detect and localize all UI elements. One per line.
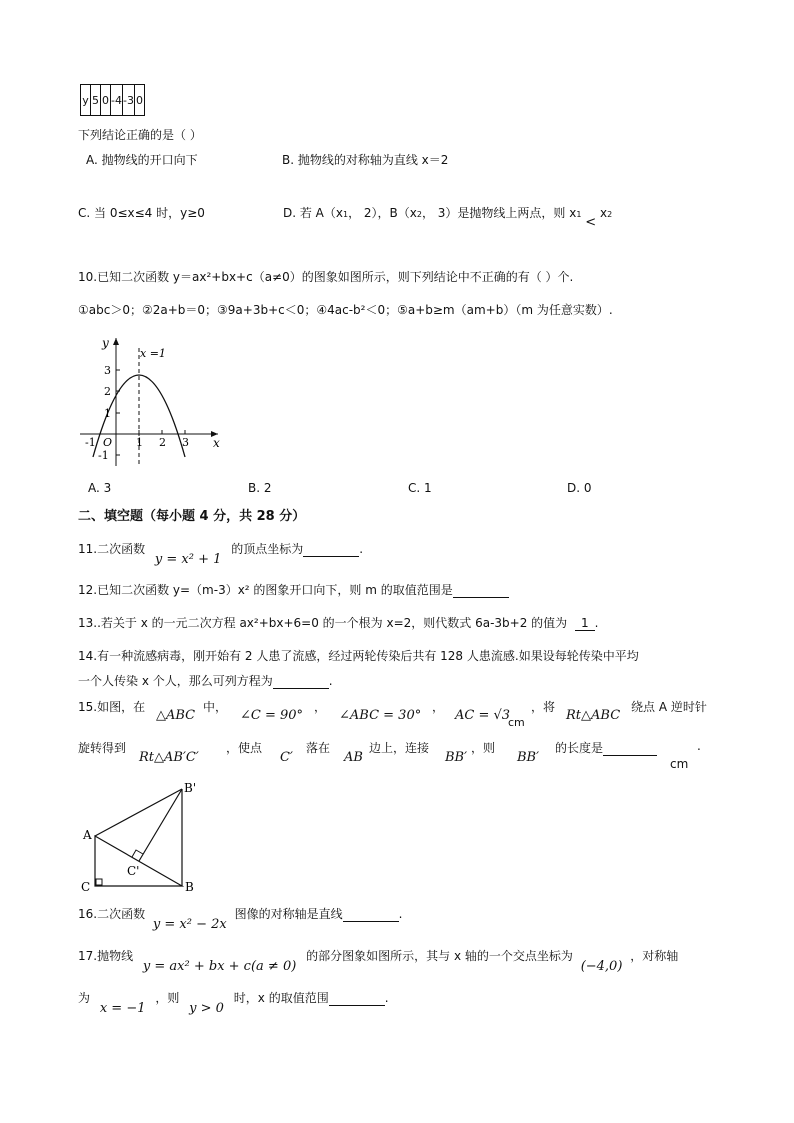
table-cell: 0	[101, 85, 111, 116]
q15-answer	[555, 739, 657, 756]
answer-blank[interactable]	[343, 909, 399, 922]
q15-angabc: ∠ABC = 30°	[339, 708, 422, 723]
q9-d-x2: x	[600, 206, 608, 220]
figure-label-a: A	[83, 828, 92, 842]
q15-end: .	[697, 739, 701, 753]
q10-stem: 10.已知二次函数 y＝ax²+bx+c（a≠0）的图象如图所示，则下列结论中不正确的有（ ）个.	[78, 270, 574, 284]
q15-cp: C′	[280, 750, 293, 765]
q9-d-text: D. 若 A（x	[283, 206, 343, 220]
q15-p9: ，则	[471, 741, 496, 755]
q17-line2	[78, 989, 389, 1016]
q15-unit: cm	[670, 757, 689, 771]
q17-l2post: 时，x 的取值范围	[233, 991, 329, 1005]
q10-option-d: D. 0	[567, 481, 592, 495]
q17-line1	[78, 947, 679, 974]
q10-option-b: B. 2	[248, 481, 272, 495]
q9-stem: 下列结论正确的是（ ）	[78, 128, 202, 142]
q9-option-d	[283, 204, 613, 230]
q13-answer: 1	[575, 616, 595, 631]
q13	[78, 614, 598, 631]
figure-label-c: C	[81, 880, 91, 894]
q16	[78, 905, 403, 932]
q17-math: y = ax² + bx + c(a ≠ 0)	[142, 959, 297, 974]
q15-p5: 旋转得到	[78, 741, 127, 755]
q17-mid: 的部分图象如图所示，其与 x 轴的一个交点坐标为	[306, 949, 573, 963]
q9-d-sub: 2	[416, 210, 422, 219]
q9-option-a: A. 抛物线的开口向下	[86, 153, 198, 167]
graph-x-tick: 1	[136, 436, 143, 449]
q16-math: y = x² − 2x	[152, 917, 227, 932]
q17-pre: 17.抛物线	[78, 949, 134, 963]
q12-text: 12.已知二次函数 y=（m-3）x² 的图象开口向下，则 m 的取值范围是	[78, 583, 453, 597]
q11-pre: 11.二次函数	[78, 542, 146, 556]
answer-blank[interactable]	[303, 544, 359, 557]
graph-x-label: x	[213, 436, 220, 450]
q14-end: .	[328, 674, 333, 688]
q9-d-text: ， 3）是抛物线上两点，则 x	[421, 206, 577, 220]
q14-text: 一个人传染 x 个人，那么可列方程为	[78, 674, 273, 688]
q17-post: ，对称轴	[630, 949, 679, 963]
q15-p3: ，将	[531, 700, 556, 714]
q9-d-lt: <	[585, 215, 597, 230]
q15-angc: ∠C = 90°	[240, 708, 304, 723]
q15-p6: ，使点	[226, 741, 263, 755]
q9-d-sub: 2	[607, 210, 613, 219]
q15-cm: cm	[508, 716, 525, 729]
answer-blank[interactable]	[273, 676, 329, 689]
figure-label-cprime: C'	[127, 864, 140, 878]
table-cell: -3	[122, 85, 134, 116]
q17-cond: y > 0	[189, 1001, 224, 1016]
graph-y-tick: 2	[104, 385, 111, 398]
q13-text: 13..若关于 x 的一元二次方程 ax²+bx+6=0 的一个根为 x=2，则代数式 6a-3b+2 的值为	[78, 616, 568, 630]
q15-p1: 15.如图，在	[78, 700, 146, 714]
graph-origin: O	[103, 436, 113, 449]
q14-line2	[78, 672, 333, 689]
q17-l2pre: 为	[78, 991, 91, 1005]
q15-rt2: Rt△AB′C′	[139, 750, 199, 765]
q10-parabola-graph	[78, 330, 228, 470]
q15-p8: 边上，连接	[369, 741, 430, 755]
q11-math: y = x² + 1	[154, 552, 222, 567]
q13-end: .	[594, 616, 599, 630]
table-cell: -4	[111, 85, 123, 116]
q11-end: .	[359, 542, 364, 556]
q11-post: 的顶点坐标为	[231, 542, 304, 556]
q15-tri: △ABC	[156, 708, 196, 723]
q9-d-text: ， 2），B（x	[348, 206, 417, 220]
answer-blank[interactable]	[603, 743, 657, 756]
q14-line1: 14.有一种流感病毒，刚开始有 2 人患了流感，经过两轮传染后共有 128 人患流感.如果设每轮传染中平均	[78, 649, 639, 663]
q15-c2: ，	[432, 700, 445, 714]
graph-x-tick: 2	[159, 436, 166, 449]
graph-x-tick: -1	[85, 436, 96, 449]
q15-bb2: BB′	[517, 750, 540, 765]
value-table	[80, 84, 145, 116]
q16-post: 图像的对称轴是直线	[234, 907, 343, 921]
q15-p4: 绕点 A 逆时针	[631, 700, 707, 714]
graph-y-tick: -1	[98, 449, 109, 462]
q15-ac: AC = √3	[455, 708, 511, 723]
q10-conditions: ①abc＞0；②2a+b＝0；③9a+3b+c＜0；④4ac-b²＜0；⑤a+b≥m（am+b）（m 为任意实数）.	[78, 303, 613, 317]
answer-blank[interactable]	[329, 993, 385, 1006]
graph-axis-label: x =1	[140, 347, 166, 360]
q10-option-c: C. 1	[408, 481, 432, 495]
q15-ab: AB	[344, 750, 363, 765]
graph-y-tick: 1	[104, 407, 111, 420]
q15-c1: ，	[314, 700, 327, 714]
answer-blank[interactable]	[453, 585, 509, 598]
q15-p2: 中，	[203, 700, 228, 714]
graph-y-label: y	[102, 336, 109, 350]
q15-triangle-figure	[78, 778, 208, 898]
q16-pre: 16.二次函数	[78, 907, 146, 921]
q15-p10: 的长度是	[555, 741, 604, 755]
q17-end: .	[384, 991, 389, 1005]
figure-label-bprime: B'	[184, 781, 197, 795]
q17-axis: x = −1	[99, 1001, 146, 1016]
table-cell: y	[81, 85, 91, 116]
q17-point: (−4,0)	[580, 959, 623, 974]
q9-option-b: B. 抛物线的对称轴为直线 x＝2	[282, 153, 449, 167]
q15-rt: Rt△ABC	[566, 708, 621, 723]
table-cell: 0	[134, 85, 144, 116]
q9-option-c: C. 当 0≤x≤4 时，y≥0	[78, 206, 205, 220]
q15-bb1: BB′	[445, 750, 468, 765]
q11	[78, 540, 364, 567]
graph-x-tick: 3	[182, 436, 189, 449]
q10-option-a: A. 3	[88, 481, 112, 495]
q12	[78, 581, 509, 598]
q15-p7: 落在	[306, 741, 331, 755]
graph-y-tick: 3	[104, 364, 111, 377]
section-title: 二、填空题（每小题 4 分，共 28 分）	[78, 509, 306, 524]
q9-d-sub: 1	[576, 210, 582, 219]
table-cell: 5	[91, 85, 101, 116]
figure-label-b: B	[185, 880, 194, 894]
q17-l2mid: ，则	[155, 991, 180, 1005]
q16-end: .	[398, 907, 403, 921]
q9-d-sub: 1	[343, 210, 349, 219]
